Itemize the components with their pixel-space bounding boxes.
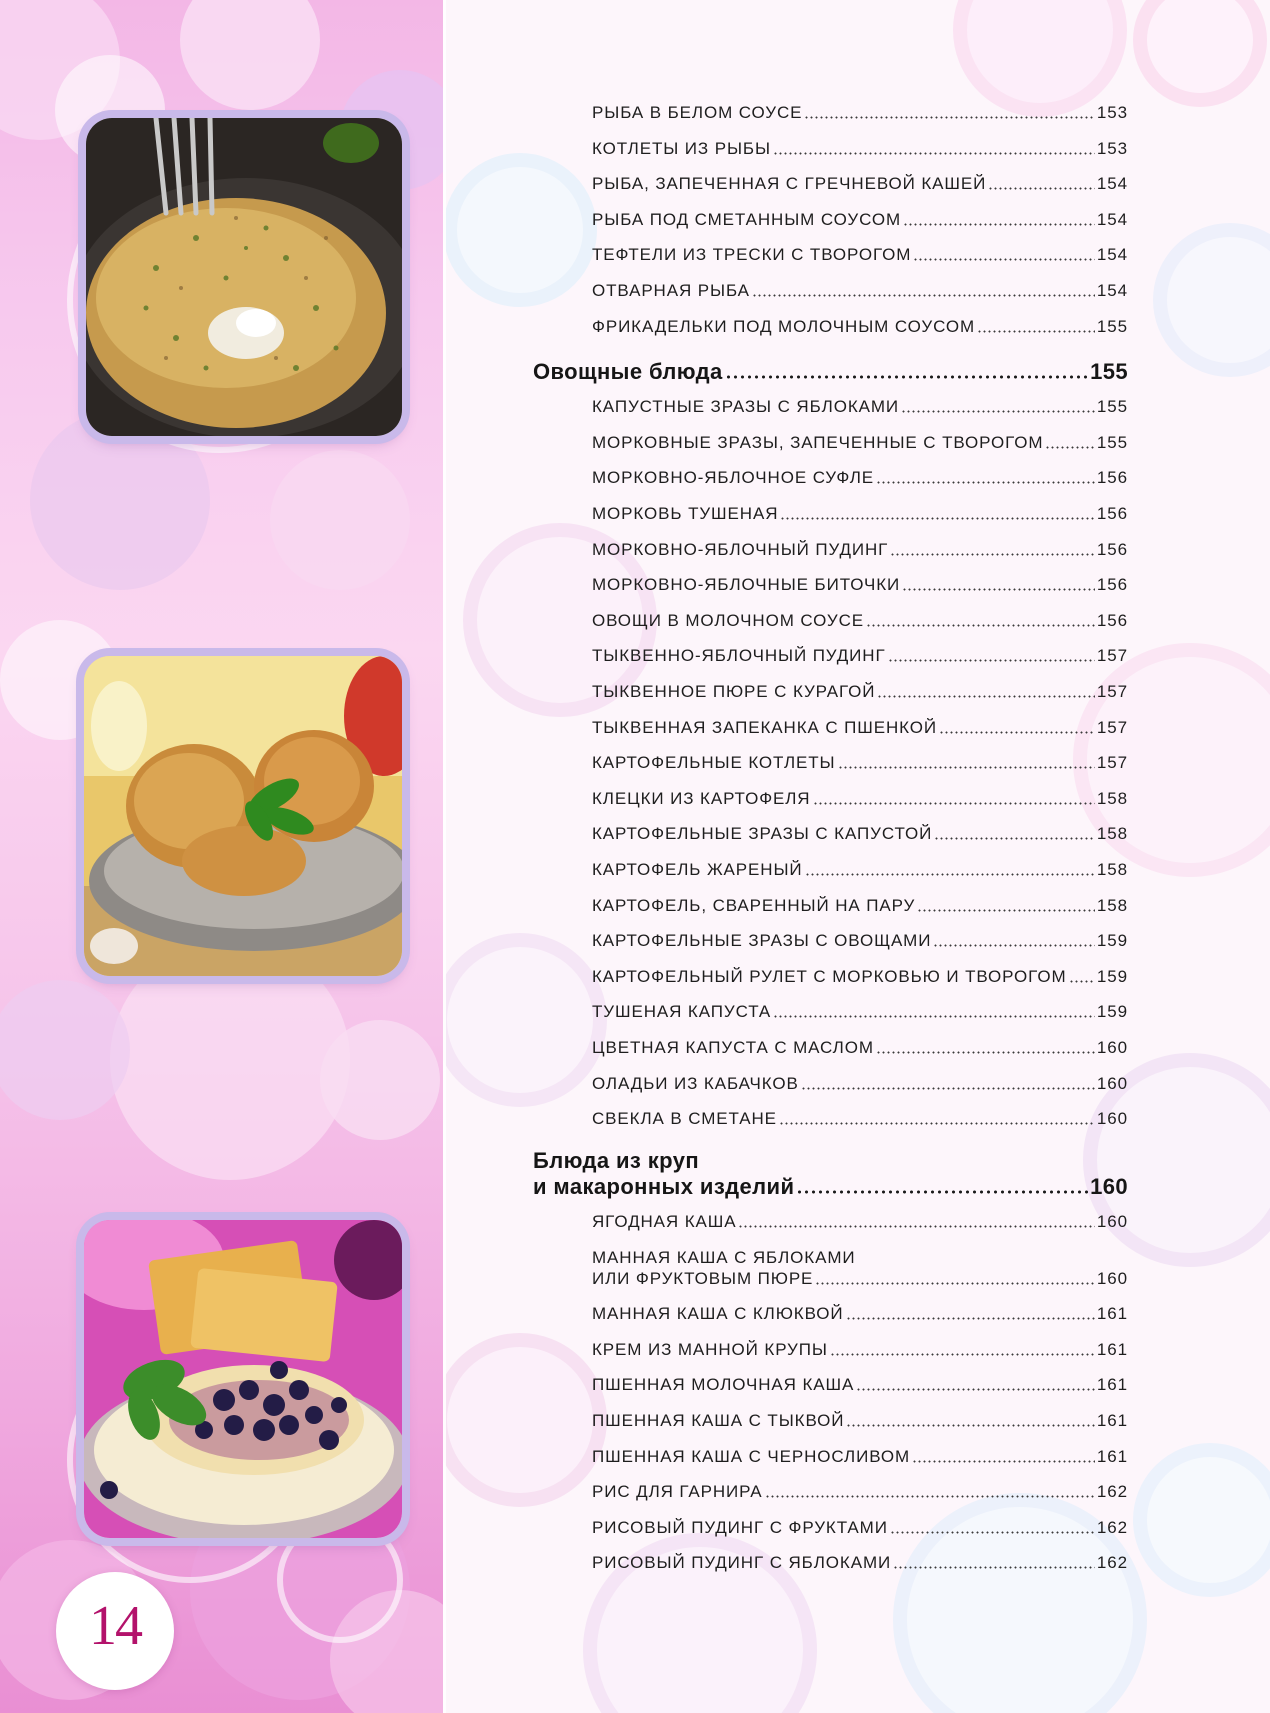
toc-item-title: РЫБА ПОД СМЕТАННЫМ СОУСОМ: [592, 210, 902, 229]
dot-leader: [765, 1495, 1095, 1498]
toc-item-page: 156: [1096, 504, 1128, 523]
toc-item[interactable]: [592, 1447, 1128, 1467]
toc-item[interactable]: [592, 860, 1128, 880]
dot-leader: [779, 1122, 1095, 1125]
toc-item-title: ТЫКВЕННО-ЯБЛОЧНЫЙ ПУДИНГ: [592, 646, 886, 665]
toc-item-title: РЫБА, ЗАПЕЧЕННАЯ С ГРЕЧНЕВОЙ КАШЕЙ: [592, 174, 987, 193]
toc-item[interactable]: [592, 433, 1128, 453]
photo-baked-fish: [86, 118, 402, 436]
page-number: 14: [89, 1595, 141, 1657]
dot-leader: [796, 1190, 1088, 1194]
toc-item-page: 157: [1096, 682, 1128, 701]
toc-item-page: 155: [1096, 433, 1128, 452]
dot-leader: [893, 1566, 1095, 1569]
toc-item-title: РИС ДЛЯ ГАРНИРА: [592, 1482, 763, 1501]
toc-item-page: 156: [1096, 575, 1128, 594]
toc-item-page: 156: [1096, 611, 1128, 630]
toc-item[interactable]: [592, 718, 1128, 738]
dot-leader: [933, 944, 1095, 947]
toc-item[interactable]: [592, 967, 1128, 987]
toc-item-title: КОТЛЕТЫ ИЗ РЫБЫ: [592, 139, 771, 158]
photo-potato-cutlets: [84, 656, 402, 976]
toc-section-title: и макаронных изделий: [533, 1174, 795, 1199]
toc-item-page: 154: [1096, 245, 1128, 264]
toc-item[interactable]: [592, 896, 1128, 916]
toc-item[interactable]: [592, 1212, 1128, 1232]
dot-leader: [856, 1388, 1095, 1391]
toc-item-page: 153: [1096, 139, 1128, 158]
potato-cutlets-image: [84, 656, 402, 976]
toc-item-title: СВЕКЛА В СМЕТАНЕ: [592, 1109, 777, 1128]
toc-item-title: ПШЕННАЯ МОЛОЧНАЯ КАША: [592, 1375, 855, 1394]
dot-leader: [773, 1015, 1095, 1018]
toc-item[interactable]: [592, 1074, 1128, 1094]
dot-leader: [890, 553, 1095, 556]
toc-item-page: 161: [1096, 1447, 1128, 1466]
toc-item[interactable]: [592, 1109, 1128, 1129]
dot-leader: [813, 802, 1095, 805]
toc-item-page: 159: [1096, 931, 1128, 950]
toc-item-title: МАННАЯ КАША С КЛЮКВОЙ: [592, 1304, 844, 1323]
toc-item-title: ТУШЕНАЯ КАПУСТА: [592, 1002, 772, 1021]
toc-section-vegetables[interactable]: [533, 359, 1128, 385]
dot-leader: [801, 1087, 1095, 1090]
toc-item-page: 158: [1096, 824, 1128, 843]
page-number-disc: [56, 1572, 174, 1690]
toc-item-page: 158: [1096, 860, 1128, 879]
toc-item[interactable]: [592, 1304, 1128, 1324]
toc-item-title: ТЕФТЕЛИ ИЗ ТРЕСКИ С ТВОРОГОМ: [592, 245, 912, 264]
toc-item-page: 160: [1096, 1038, 1128, 1057]
toc-item-title: РИСОВЫЙ ПУДИНГ С ЯБЛОКАМИ: [592, 1553, 892, 1572]
toc-item[interactable]: [592, 139, 1128, 159]
toc-item-page: 157: [1096, 718, 1128, 737]
toc-item-title: ТЫКВЕННАЯ ЗАПЕКАНКА С ПШЕНКОЙ: [592, 718, 938, 737]
toc-item-title: ТЫКВЕННОЕ ПЮРЕ С КУРАГОЙ: [592, 682, 876, 701]
toc-item-title: КЛЕЦКИ ИЗ КАРТОФЕЛЯ: [592, 789, 811, 808]
toc-item[interactable]: [592, 540, 1128, 560]
dot-leader: [773, 152, 1095, 155]
dot-leader: [804, 116, 1095, 119]
dot-leader: [1045, 446, 1094, 449]
toc-item-page: 157: [1096, 753, 1128, 772]
dot-leader: [934, 837, 1095, 840]
toc-item-page: 158: [1096, 789, 1128, 808]
dot-leader: [752, 294, 1095, 297]
toc-item-page: 161: [1096, 1340, 1128, 1359]
toc-item-title: МОРКОВНО-ЯБЛОЧНЫЙ ПУДИНГ: [592, 540, 889, 559]
toc-item-multiline-first[interactable]: МАННАЯ КАША С ЯБЛОКАМИ: [592, 1248, 856, 1267]
toc-item-title: МОРКОВНО-ЯБЛОЧНЫЕ БИТОЧКИ: [592, 575, 901, 594]
toc-item-title: ПШЕННАЯ КАША С ЧЕРНОСЛИВОМ: [592, 1447, 911, 1466]
dot-leader: [912, 1460, 1095, 1463]
toc-item[interactable]: [592, 1518, 1128, 1538]
toc-item-page: 161: [1096, 1375, 1128, 1394]
toc-item[interactable]: [592, 1340, 1128, 1360]
dot-leader: [846, 1317, 1095, 1320]
toc-item[interactable]: [592, 575, 1128, 595]
toc-item-title: МОРКОВНО-ЯБЛОЧНОЕ СУФЛЕ: [592, 468, 874, 487]
dot-leader: [805, 873, 1095, 876]
toc-item-page: 157: [1096, 646, 1128, 665]
photo-semolina-blueberries: [84, 1220, 402, 1538]
toc-section-grains-line1[interactable]: Блюда из круп: [533, 1148, 700, 1173]
toc-item[interactable]: [592, 1269, 1128, 1289]
dot-leader: [917, 909, 1095, 912]
dot-leader: [913, 258, 1095, 261]
toc-item-page: 162: [1096, 1482, 1128, 1501]
toc-item-title: ЯГОДНАЯ КАША: [592, 1212, 737, 1231]
toc-item-page: 160: [1096, 1212, 1128, 1231]
toc-item-page: 159: [1096, 967, 1128, 986]
dot-leader: [988, 187, 1095, 190]
toc-item-title: КАРТОФЕЛЬ ЖАРЕНЫЙ: [592, 860, 803, 879]
toc-item-title: РИСОВЫЙ ПУДИНГ С ФРУКТАМИ: [592, 1518, 888, 1537]
toc-item-title: РЫБА В БЕЛОМ СОУСЕ: [592, 103, 803, 122]
toc-item[interactable]: [592, 824, 1128, 844]
dot-leader: [888, 659, 1095, 662]
toc-item-title: ПШЕННАЯ КАША С ТЫКВОЙ: [592, 1411, 845, 1430]
toc-item-title: КАПУСТНЫЕ ЗРАЗЫ С ЯБЛОКАМИ: [592, 397, 900, 416]
toc-item-page: 160: [1096, 1074, 1128, 1093]
toc-item-page: 156: [1096, 540, 1128, 559]
dot-leader: [890, 1531, 1095, 1534]
toc-item[interactable]: [592, 1375, 1128, 1395]
dot-leader: [866, 624, 1095, 627]
baked-fish-image: [86, 118, 402, 436]
toc-item-page: 154: [1096, 281, 1128, 300]
toc-item[interactable]: [592, 397, 1128, 417]
toc-item-page: 160: [1096, 1269, 1128, 1288]
dot-leader: [815, 1282, 1095, 1285]
toc-section-page: 160: [1090, 1174, 1128, 1199]
toc-item-page: 154: [1096, 210, 1128, 229]
toc-section-page: 155: [1090, 359, 1128, 384]
dot-leader: [876, 1051, 1095, 1054]
dot-leader: [939, 731, 1095, 734]
sidebar-divider: [443, 0, 446, 1713]
toc-item[interactable]: [592, 646, 1128, 666]
toc-item-title: КАРТОФЕЛЬНЫЕ ЗРАЗЫ С КАПУСТОЙ: [592, 824, 933, 843]
toc-item-title: ОТВАРНАЯ РЫБА: [592, 281, 750, 300]
toc-item[interactable]: [592, 174, 1128, 194]
toc-item-page: 158: [1096, 896, 1128, 915]
toc-item[interactable]: [592, 1038, 1128, 1058]
dot-leader: [877, 695, 1095, 698]
dot-leader: [725, 375, 1088, 379]
toc-item-page: 162: [1096, 1553, 1128, 1572]
toc-item-title: ОВОЩИ В МОЛОЧНОМ СОУСЕ: [592, 611, 865, 630]
toc-item-page: 154: [1096, 174, 1128, 193]
toc-item[interactable]: [592, 682, 1128, 702]
toc-item[interactable]: [592, 1553, 1128, 1573]
dot-leader: [738, 1225, 1094, 1228]
toc-section-title: Овощные блюда: [533, 359, 723, 384]
dot-leader: [838, 766, 1095, 769]
dot-leader: [876, 481, 1095, 484]
toc-item[interactable]: [592, 245, 1128, 265]
toc-item-page: 159: [1096, 1002, 1128, 1021]
toc-item-title: КАРТОФЕЛЬНЫЕ КОТЛЕТЫ: [592, 753, 836, 772]
toc-item-title: ИЛИ ФРУКТОВЫМ ПЮРЕ: [592, 1269, 814, 1288]
dot-leader: [903, 223, 1095, 226]
dot-leader: [977, 330, 1095, 333]
toc-item[interactable]: [592, 931, 1128, 951]
toc-item[interactable]: [592, 611, 1128, 631]
dot-leader: [830, 1353, 1095, 1356]
toc-item-title: ФРИКАДЕЛЬКИ ПОД МОЛОЧНЫМ СОУСОМ: [592, 317, 976, 336]
dot-leader: [902, 588, 1095, 591]
toc-item[interactable]: [592, 103, 1128, 123]
toc-item-page: 161: [1096, 1304, 1128, 1323]
toc-item-page: 156: [1096, 468, 1128, 487]
decorative-sidebar: [0, 0, 443, 1713]
toc-item[interactable]: [592, 1411, 1128, 1431]
toc-item[interactable]: [592, 753, 1128, 773]
toc-item[interactable]: [592, 504, 1128, 524]
toc-item-page: 161: [1096, 1411, 1128, 1430]
toc-item-title: КАРТОФЕЛЬНЫЕ ЗРАЗЫ С ОВОЩАМИ: [592, 931, 932, 950]
toc-item-title: КАРТОФЕЛЬ, СВАРЕННЫЙ НА ПАРУ: [592, 896, 916, 915]
toc-item-page: 162: [1096, 1518, 1128, 1537]
toc-item[interactable]: [592, 789, 1128, 809]
toc-item-page: 155: [1096, 317, 1128, 336]
toc-section-grains[interactable]: [533, 1174, 1128, 1200]
toc-item[interactable]: [592, 468, 1128, 488]
toc-item[interactable]: [592, 281, 1128, 301]
dot-leader: [901, 410, 1095, 413]
dot-leader: [1069, 980, 1095, 983]
toc-item-title: ОЛАДЬИ ИЗ КАБАЧКОВ: [592, 1074, 799, 1093]
toc-item-page: 160: [1096, 1109, 1128, 1128]
toc-item-title: МОРКОВЬ ТУШЕНАЯ: [592, 504, 779, 523]
toc-item-page: 153: [1096, 103, 1128, 122]
toc-item-title: ЦВЕТНАЯ КАПУСТА С МАСЛОМ: [592, 1038, 874, 1057]
toc-item[interactable]: [592, 1482, 1128, 1502]
dot-leader: [780, 517, 1095, 520]
toc-item-title: КАРТОФЕЛЬНЫЙ РУЛЕТ С МОРКОВЬЮ И ТВОРОГОМ: [592, 967, 1067, 986]
toc-item-page: 155: [1096, 397, 1128, 416]
toc-item[interactable]: [592, 317, 1128, 337]
toc-item-title: МОРКОВНЫЕ ЗРАЗЫ, ЗАПЕЧЕННЫЕ С ТВОРОГОМ: [592, 433, 1044, 452]
toc-item[interactable]: [592, 210, 1128, 230]
toc-item[interactable]: [592, 1002, 1128, 1022]
toc-item-title: КРЕМ ИЗ МАННОЙ КРУПЫ: [592, 1340, 828, 1359]
dot-leader: [846, 1424, 1095, 1427]
semolina-blueberries-image: [84, 1220, 402, 1538]
